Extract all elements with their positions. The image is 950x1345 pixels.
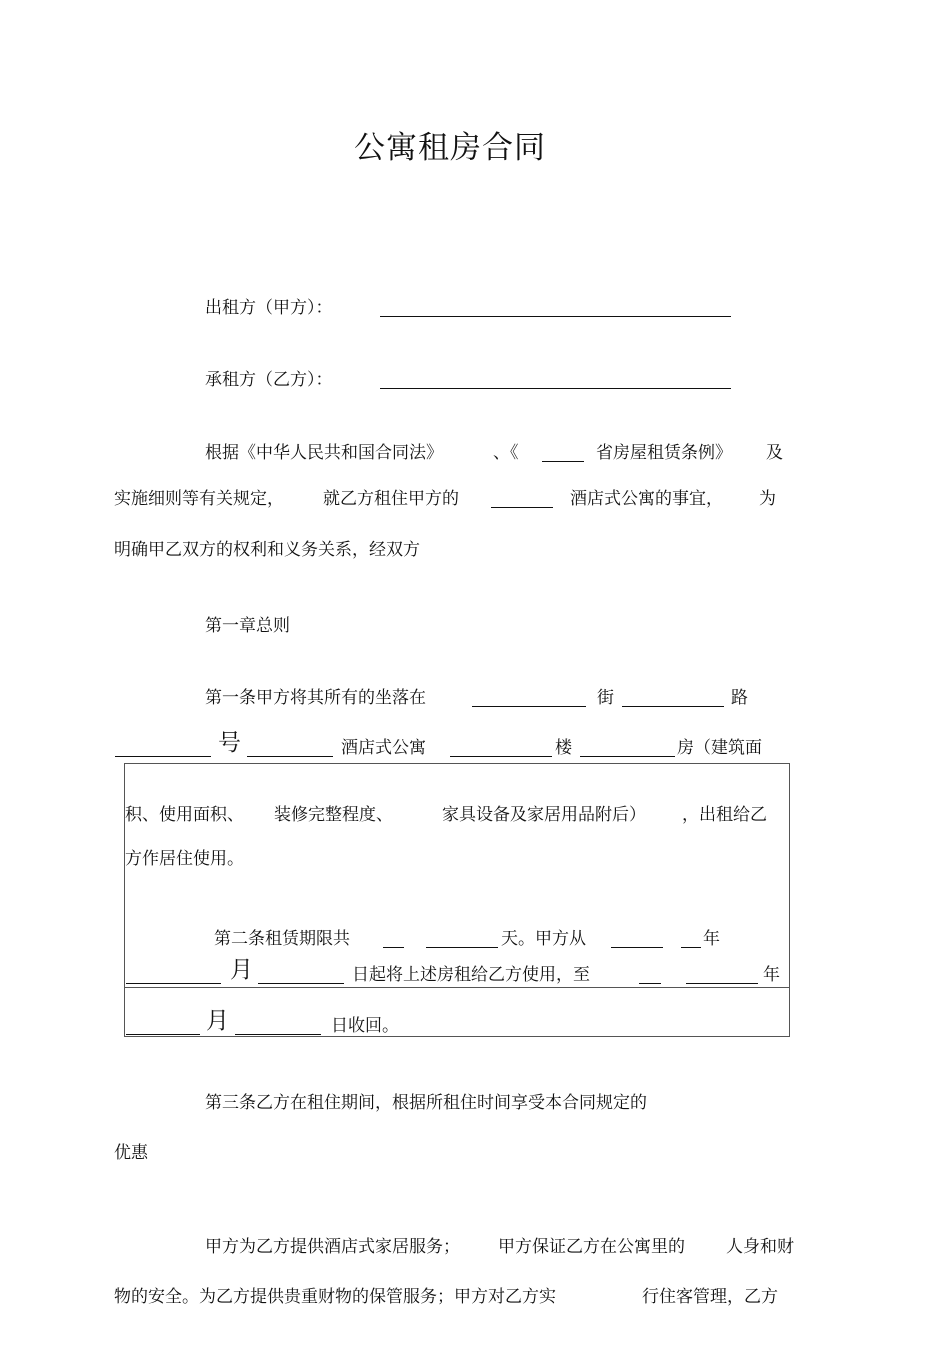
article-2-text: 天。甲方从 <box>501 929 586 949</box>
end-year-blank-a <box>639 965 661 989</box>
start-month-blank <box>126 965 221 989</box>
province-blank <box>542 443 584 467</box>
article-1-text: 楼 <box>555 738 572 758</box>
room-blank <box>580 738 675 762</box>
chapter-heading: 第一章总则 <box>205 616 290 636</box>
article-2-text: 日起将上述房租给乙方使用，至 <box>352 965 590 985</box>
preamble-text: 根据《中华人民共和国合同法》 <box>205 443 443 463</box>
apartment-blank <box>247 738 333 762</box>
end-day-blank <box>235 1016 321 1040</box>
article-1-text: 路 <box>731 688 748 708</box>
article-1-text: 方作居住使用。 <box>125 849 244 869</box>
services-text: 人身和财 <box>726 1237 794 1257</box>
article-3-text: 第三条乙方在租住期间，根据所租住时间享受本合同规定的 <box>205 1093 647 1113</box>
article-1-text: 积、使用面积、 <box>125 805 244 825</box>
article-1-text: 酒店式公寓 <box>341 738 426 758</box>
article-2-text: 日收回。 <box>331 1016 399 1036</box>
preamble-text: 明确甲乙双方的权利和义务关系，经双方 <box>114 540 420 560</box>
services-text: 甲方保证乙方在公寓里的 <box>498 1237 685 1257</box>
services-text: 行住客管理，乙方 <box>642 1287 778 1307</box>
preamble-text: 及 <box>766 443 783 463</box>
road-blank <box>622 688 724 712</box>
days-blank-a <box>383 929 404 953</box>
preamble-text: 酒店式公寓的事宜， <box>570 489 723 509</box>
article-1-text: ，出租给乙 <box>682 805 767 825</box>
end-year-blank-b <box>686 965 758 989</box>
page-title: 公寓租房合同 <box>354 130 546 166</box>
start-year-blank-a <box>611 929 663 953</box>
article-1-text: 家具设备及家居用品附后） <box>442 805 646 825</box>
box-border-bottom <box>124 1036 790 1037</box>
article-2-text: 年 <box>763 965 780 985</box>
start-day-blank <box>258 965 344 989</box>
lessor-blank <box>380 298 731 322</box>
article-1-text: 号 <box>218 730 241 756</box>
article-1-text: 装修完整程度、 <box>274 805 393 825</box>
article-2-text: 月 <box>230 957 253 983</box>
services-text: 物的安全。为乙方提供贵重财物的保管服务；甲方对乙方实 <box>114 1287 556 1307</box>
building-blank <box>450 738 552 762</box>
article-2-text: 年 <box>703 929 720 949</box>
start-year-blank-b <box>681 929 701 953</box>
days-blank-b <box>426 929 498 953</box>
lessee-label: 承租方（乙方）： <box>205 370 333 390</box>
box-border-right <box>789 763 790 1037</box>
preamble-text: 、《 <box>493 443 519 463</box>
services-text: 甲方为乙方提供酒店式家居服务； <box>205 1237 460 1257</box>
preamble-text: 省房屋租赁条例》 <box>596 443 732 463</box>
preamble-text: 就乙方租住甲方的 <box>323 489 459 509</box>
article-1-text: 街 <box>597 688 614 708</box>
street-blank <box>472 688 586 712</box>
article-2-text: 第二条租赁期限共 <box>214 929 350 949</box>
end-month-blank <box>126 1016 200 1040</box>
lessee-blank <box>380 370 731 394</box>
preamble-text: 实施细则等有关规定， <box>114 489 284 509</box>
lessor-label: 出租方（甲方）： <box>205 298 333 318</box>
article-1-text: 第一条甲方将其所有的坐落在 <box>205 688 426 708</box>
article-1-text: 房（建筑面 <box>677 738 762 758</box>
box-border-top <box>124 763 790 764</box>
preamble-text: 为 <box>759 489 776 509</box>
article-2-text: 月 <box>206 1008 229 1034</box>
article-3-text: 优惠 <box>114 1143 148 1163</box>
number-blank <box>115 738 211 762</box>
apartment-name-blank <box>491 489 553 513</box>
